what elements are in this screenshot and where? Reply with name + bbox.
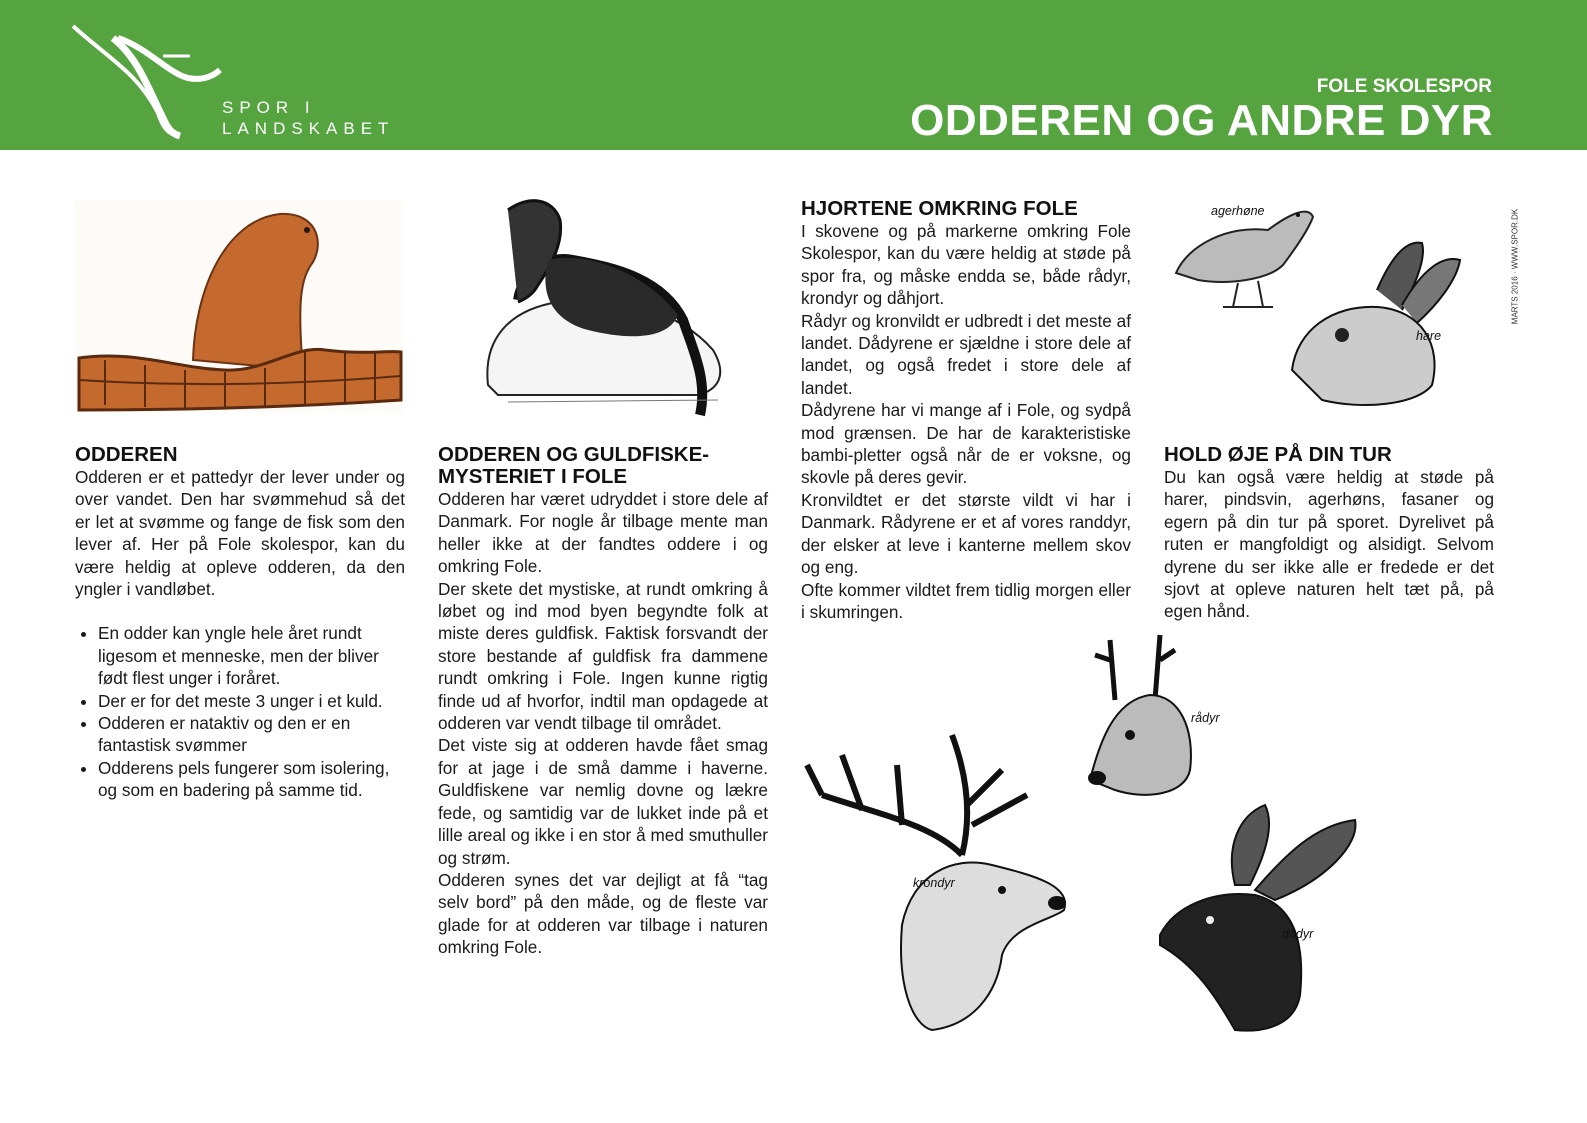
column-hold-oeje [1164,444,1494,623]
label-hare: hare [1416,329,1442,343]
side-credit: MARTS 2016 · WWW.SPOR.DK [1510,208,1520,325]
paragraph: Odderen har været udryddet i store dele af Danmark. For nogle år tilbage mente man heller ikke at der fandtes oddere i og omkring Fole. [438,489,768,577]
roe-deer-illustration [1085,630,1203,800]
list-item: • Odderens pels fungerer som isolering, og som en badering på samme tid. [98,757,405,802]
otter-on-rock-illustration [478,190,733,420]
odderen-facts-list [75,622,405,801]
header-banner [0,0,1587,150]
paragraph: Det viste sig at odderen havde fået smag for at jage i de små damme i haverne. Guldfiskene var nemlig dovne og lækre fede, og samtidig var de lukket inde på et lille areal og ikke i en stor å med smuthuller og strøm. [438,735,768,868]
heading-guldfiske-mysteriet [438,444,768,488]
label-red-deer: krondyr [913,876,955,890]
fallow-deer-illustration [1155,795,1365,1035]
paragraph: Ofte kommer vildtet frem tidlig morgen eller i skumringen. [801,579,1131,622]
column-guldfiske-mysteriet [438,444,768,959]
paragraph: Der skete det mystiske, at rundt omkring å løbet og ind mod byen begyndte folk at miste deres guldfisk. Faktisk forsvandt der store bestande af guldfisk fra dammene rundt omkring i Fole. Ingen kunne rigtig finde ud af hvorfor, indtil man opdagede at odderen var vendt tilbage til området. [438,578,768,734]
column-odderen [75,444,405,802]
list-item: • En odder kan yngle hele året rundt ligesom et menneske, men der bliver født flest unger i foråret. [98,622,405,689]
list-item: • Odderen er nataktiv og den er en fantastisk svømmer [98,712,405,757]
label-roe-deer: rådyr [1191,711,1220,725]
heading-line-1: ODDEREN OG GULDFISKE- [438,443,710,466]
paragraph: I skovene og på markerne omkring Fole Skolespor, kan du være heldig at støde på spor fra, og måske endda se, både rådyr, krondyr og dåhjort. [801,221,1131,309]
column-hjortene [801,198,1131,623]
brand-line-2: LANDSKABET [222,119,395,138]
page-title: ODDEREN OG ANDRE DYR [910,96,1493,145]
list-item: • Der er for det meste 3 unger i et kuld. [98,690,405,712]
label-fallow-deer: dådyr [1282,927,1314,941]
brand-wordmark [222,97,394,139]
heading-hjortene: HJORTENE OMKRING FOLE [801,197,1078,220]
heading-hold-oeje: HOLD ØJE PÅ DIN TUR [1164,443,1392,466]
paragraph: Dådyrene har vi mange af i Fole, og sydpå mod grænsen. De har de karakteristiske bambi-pletter også når de er voksne, og skovle på deres gevir. [801,400,1131,488]
label-partridge: agerhøne [1211,204,1265,218]
paragraph-odderen: Odderen er et pattedyr der lever under og over vandet. Den har svømmehud så det er let at svømme og fange de fisk som den lever af. Her på Fole skolespor, kan du være heldig at opleve odderen, da den yngler i vandløbet. [75,467,405,600]
page-kicker: FOLE SKOLESPOR [1316,76,1492,97]
heading-odderen: ODDEREN [75,443,178,466]
otter-child-drawing [75,200,403,412]
heading-line-2: MYSTERIET I FOLE [438,465,628,488]
paragraph: Odderen synes det var dejligt at få “tag selv bord” på den måde, og de fleste var glade for at odderen var tilbage i naturen omkring Fole. [438,869,768,958]
paragraph: Du kan også være heldig at støde på harer, pindsvin, agerhøns, fasaner og egern på din tur på sporet. Dyrelivet på ruten er mangfoldigt og alsidigt. Selvom dyrene du ser ikke alle er fredede er det sjovt at opleve naturen helt tæt på, på egen hånd. [1164,467,1494,622]
paragraph: Rådyr og kronvildt er udbredt i det meste af landet. Dådyrene er sjældne i store dele af landet, og også fredet i store dele af landet. [801,310,1131,398]
paragraph: Kronvildtet er det største vildt vi har i Danmark. Rådyrene er et af vores randdyr, der elsker at leve i kanterne mellem skov og eng. [801,489,1131,578]
spor-i-landskabet-logo [68,18,238,143]
brand-line-1: SPOR I [222,98,316,117]
hare-illustration [1282,235,1464,413]
